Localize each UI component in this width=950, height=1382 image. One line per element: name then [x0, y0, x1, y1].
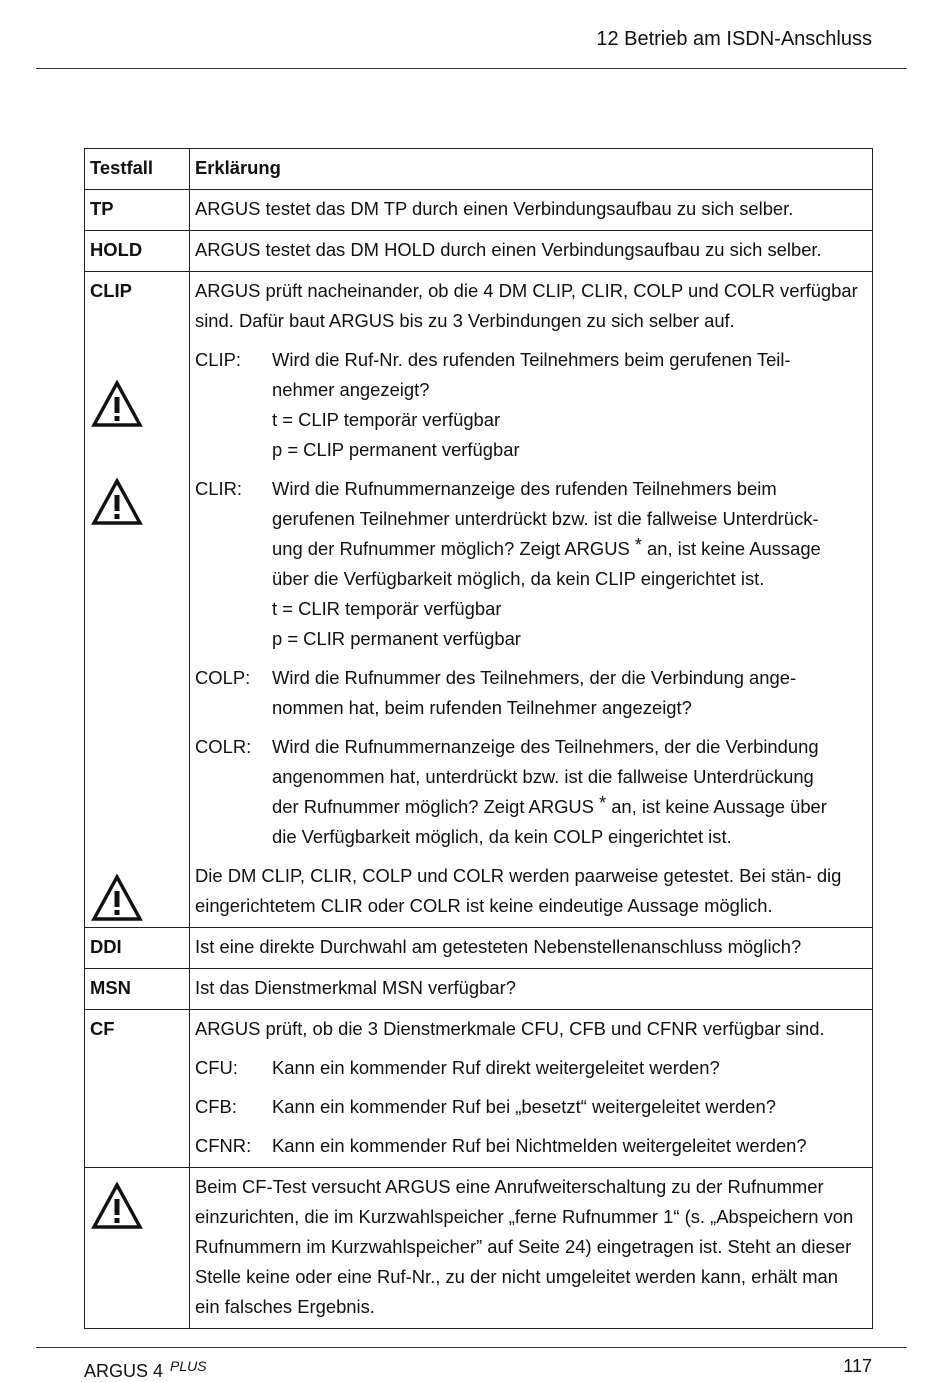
definition-text: Kann ein kommender Ruf direkt weitergeleitet werden?	[272, 1057, 720, 1078]
text-span: an, ist keine Aussage	[641, 538, 821, 559]
definition-term: COLP:	[195, 667, 251, 688]
warning-triangle-icon	[91, 478, 143, 526]
definition-cfu	[195, 1053, 866, 1083]
testcase-name: MSN	[85, 969, 190, 1010]
column-header-erklaerung: Erklärung	[190, 149, 873, 190]
text-line: nommen hat, beim rufenden Teilnehmer angezeigt?	[272, 697, 692, 718]
text-line: t = CLIR temporär verfügbar	[272, 598, 502, 619]
text-line: gerufenen Teilnehmer unterdrückt bzw. ist die fallweise Unterdrück-	[272, 508, 819, 529]
definition-text	[272, 345, 866, 465]
product-name: ARGUS 4	[84, 1361, 164, 1381]
table-row-tp	[85, 190, 873, 231]
text-span: der Rufnummer möglich? Zeigt ARGUS	[272, 796, 600, 817]
asterisk-symbol: *	[634, 535, 642, 555]
text-line: nehmer angezeigt?	[272, 379, 430, 400]
cf-warning-text: Beim CF-Test versucht ARGUS eine Anrufweiterschaltung zu der Rufnummer einzurichten, die im Kurzwahlspeicher „ferne Rufnummer 1“ (s. „Abspeichern von Rufnummern im Kurzwahlspeicher” auf Seite 24) eingetragen ist. Steht an dieser Stelle keine oder eine Ruf-Nr., zu der nicht umgeleitet werden kann, erhält man ein falsches Ergebnis.	[190, 1168, 873, 1329]
text-line: über die Verfügbarkeit möglich, da kein CLIP eingerichtet ist.	[272, 568, 765, 589]
definition-colp	[195, 663, 866, 723]
definition-text	[272, 732, 866, 852]
warning-cell	[85, 1168, 190, 1329]
testcase-name: DDI	[85, 928, 190, 969]
table-row-ddi	[85, 928, 873, 969]
text-line: angenommen hat, unterdrückt bzw. ist die fallweise Unterdrückung	[272, 766, 814, 787]
text-line: Wird die Rufnummernanzeige des rufenden Teilnehmers beim	[272, 478, 777, 499]
definition-term: COLR:	[195, 736, 252, 757]
table-row-msn	[85, 969, 873, 1010]
definition-term: CFU:	[195, 1057, 238, 1078]
text-line: Wird die Ruf-Nr. des rufenden Teilnehmers beim gerufenen Teil-	[272, 349, 791, 370]
page-number: 117	[843, 1356, 872, 1376]
table-row-cf-note	[85, 1168, 873, 1329]
definition-term: CLIR:	[195, 478, 243, 499]
definition-text	[272, 474, 866, 654]
asterisk-symbol: *	[599, 793, 607, 813]
cf-intro: ARGUS prüft, ob die 3 Dienstmerkmale CFU, CFB und CFNR verfügbar sind.	[195, 1018, 825, 1039]
table-row-clip	[85, 272, 873, 928]
testcase-name: TP	[85, 190, 190, 231]
table-row-hold	[85, 231, 873, 272]
testcase-description: Ist das Dienstmerkmal MSN verfügbar?	[190, 969, 873, 1010]
definition-cfnr	[195, 1131, 866, 1161]
text-span: an, ist keine Aussage über	[606, 796, 827, 817]
text-span: ung der Rufnummer möglich? Zeigt ARGUS	[272, 538, 635, 559]
testcase-description-cf	[190, 1010, 873, 1168]
definition-colr	[195, 732, 866, 852]
warning-triangle-icon	[91, 874, 143, 922]
testcase-description-clip	[190, 272, 873, 928]
testcase-name: CF	[85, 1010, 190, 1168]
footer-product	[84, 1358, 207, 1382]
column-header-testfall: Testfall	[85, 149, 190, 190]
clip-note: Die DM CLIP, CLIR, COLP und COLR werden paarweise getestet. Bei stän- dig eingerichtetem CLIR oder COLR ist keine eindeutige Aussage möglich.	[195, 865, 842, 916]
clip-intro: ARGUS prüft nacheinander, ob die 4 DM CLIP, CLIR, COLP und COLR verfügbar sind. Dafür baut ARGUS bis zu 3 Verbindungen zu sich selber auf.	[195, 280, 858, 331]
definition-text	[272, 663, 866, 723]
definition-clir	[195, 474, 866, 654]
text-line: Wird die Rufnummernanzeige des Teilnehmers, der die Verbindung	[272, 736, 819, 757]
definition-cfb	[195, 1092, 866, 1122]
warning-triangle-icon	[91, 380, 143, 428]
definition-term: CFNR:	[195, 1135, 252, 1156]
table-row-cf	[85, 1010, 873, 1168]
definition-text: Kann ein kommender Ruf bei Nichtmelden weitergeleitet werden?	[272, 1135, 807, 1156]
product-suffix: PLUS	[170, 1358, 207, 1374]
text-line: die Verfügbarkeit möglich, da kein COLP eingerichtet ist.	[272, 826, 732, 847]
text-line	[272, 792, 866, 822]
testcase-description: ARGUS testet das DM HOLD durch einen Verbindungsaufbau zu sich selber.	[190, 231, 873, 272]
table-header-row	[85, 149, 873, 190]
definition-clip	[195, 345, 866, 465]
definition-text: Kann ein kommender Ruf bei „besetzt“ weitergeleitet werden?	[272, 1096, 776, 1117]
testcase-name: HOLD	[85, 231, 190, 272]
testcase-name: CLIP	[90, 280, 132, 301]
page-header-title: 12 Betrieb am ISDN-Anschluss	[596, 28, 872, 50]
text-line: Wird die Rufnummer des Teilnehmers, der die Verbindung ange-	[272, 667, 797, 688]
testcase-description: ARGUS testet das DM TP durch einen Verbindungsaufbau zu sich selber.	[190, 190, 873, 231]
text-line	[272, 534, 866, 564]
test-case-table	[84, 148, 873, 1329]
definition-term: CFB:	[195, 1096, 237, 1117]
text-line: p = CLIR permanent verfügbar	[272, 628, 521, 649]
warning-triangle-icon	[91, 1182, 143, 1230]
testcase-cell-clip	[85, 272, 190, 928]
text-line: p = CLIP permanent verfügbar	[272, 439, 520, 460]
testcase-description: Ist eine direkte Durchwahl am getesteten Nebenstellenanschluss möglich?	[190, 928, 873, 969]
text-line: t = CLIP temporär verfügbar	[272, 409, 501, 430]
footer-rule	[36, 1347, 907, 1348]
definition-term: CLIP:	[195, 349, 241, 370]
header-rule	[36, 68, 907, 69]
